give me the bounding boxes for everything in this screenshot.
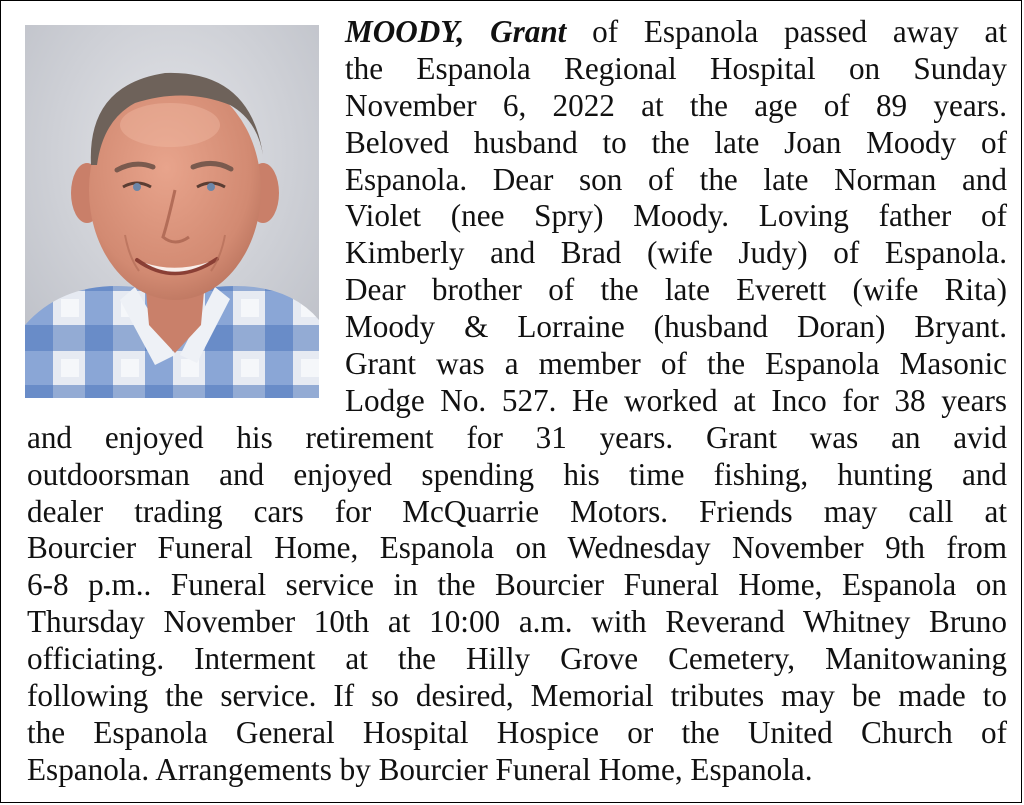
obituary-line: following the service. If so desired, Memorial tributes may be made to <box>27 678 1007 714</box>
obituary-line: dealer trading cars for McQuarrie Motors. Friends may call at <box>27 493 1007 529</box>
obituary-line: 6-8 p.m.. Funeral service in the Bourcier Funeral Home, Espanola on <box>27 567 1007 603</box>
obituary-line: Espanola. Arrangements by Bourcier Funeral Home, Espanola. <box>27 751 813 787</box>
obituary-line: the Espanola Regional Hospital on Sunday <box>345 50 1007 86</box>
obituary-line: Bourcier Funeral Home, Espanola on Wednesday November 9th from <box>27 530 1007 566</box>
obituary-line: Moody & Lorraine (husband Doran) Bryant. <box>345 309 1007 345</box>
obituary-line: the Espanola General Hospital Hospice or the United Church of <box>27 714 1007 750</box>
obituary-line: Dear brother of the late Everett (wife Rita) <box>345 272 1007 308</box>
deceased-name: MOODY, Grant <box>345 14 567 49</box>
obituary-line: Thursday November 10th at 10:00 a.m. with Reverand Whitney Bruno <box>27 604 1007 640</box>
obituary-line: and enjoyed his retirement for 31 years. Grant was an avid <box>27 419 1007 455</box>
obituary-line: Kimberly and Brad (wife Judy) of Espanola. <box>345 235 1007 271</box>
obituary-text <box>27 14 1007 789</box>
obituary-line: MOODY, Grant of Espanola passed away at <box>345 14 1007 49</box>
obituary-line: officiating. Interment at the Hilly Grove Cemetery, Manitowaning <box>27 641 1007 677</box>
obituary-line: outdoorsman and enjoyed spending his time fishing, hunting and <box>27 456 1007 492</box>
obituary-line: Grant was a member of the Espanola Masonic <box>345 346 1007 382</box>
obituary-line: Violet (nee Spry) Moody. Loving father of <box>345 198 1007 234</box>
obituary-line: Espanola. Dear son of the late Norman and <box>345 161 1007 197</box>
obituary-line: November 6, 2022 at the age of 89 years. <box>345 87 1007 123</box>
obituary-line: Beloved husband to the late Joan Moody of <box>345 124 1007 160</box>
obituary-line: Lodge No. 527. He worked at Inco for 38 years <box>345 382 1007 418</box>
